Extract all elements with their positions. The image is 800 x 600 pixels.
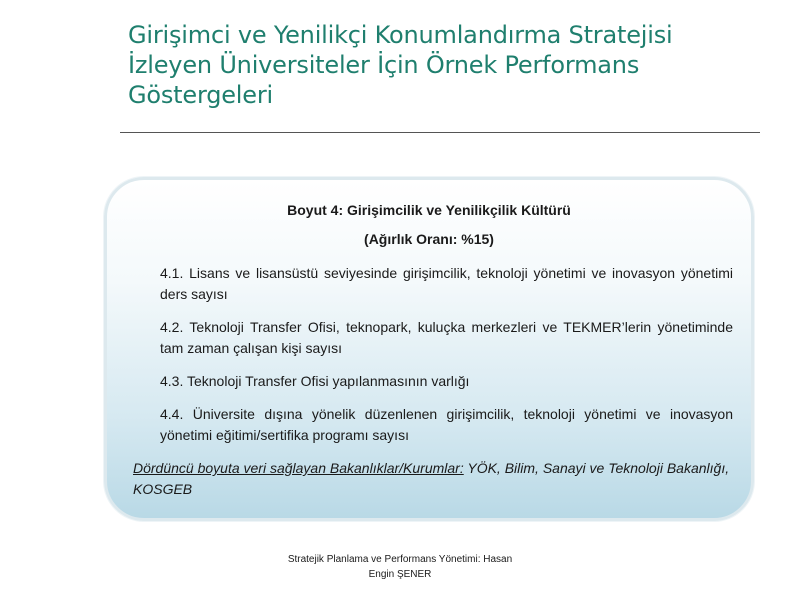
weight-ratio: (Ağırlık Oranı: %15)	[364, 231, 494, 247]
data-sources	[133, 458, 733, 500]
slide-footer	[280, 552, 520, 582]
slide-title-line-3: Göstergeleri	[128, 81, 273, 109]
slide-title	[128, 20, 768, 110]
indicator-item-4-1: 4.1. Lisans ve lisansüstü seviyesinde girişimcilik, teknoloji yönetimi ve inovasyon yönetimi ders sayısı	[160, 265, 733, 302]
footer-line-2: Engin ŞENER	[368, 569, 432, 580]
data-sources-value: YÖK, Bilim, Sanayi ve Teknoloji Bakanlığı, KOSGEB	[133, 460, 730, 497]
data-sources-label: Dördüncü boyuta veri sağlayan Bakanlıklar/Kurumlar:	[133, 460, 464, 476]
dimension-heading: Boyut 4: Girişimcilik ve Yenilikçilik Kültürü	[287, 202, 571, 218]
indicator-box	[104, 177, 754, 521]
indicator-item-4-4: 4.4. Üniversite dışına yönelik düzenlenen girişimcilik, teknoloji yönetimi ve inovasyon yönetimi eğitimi/sertifika programı sayısı	[160, 406, 733, 443]
slide-title-line-2: İzleyen Üniversiteler İçin Örnek Performans	[128, 51, 640, 79]
footer-line-1: Stratejik Planlama ve Performans Yönetimi: Hasan	[287, 554, 513, 565]
indicator-item-4-2: 4.2. Teknoloji Transfer Ofisi, teknopark, kuluçka merkezleri ve TEKMER’lerin yönetiminde tam zaman çalışan kişi sayısı	[160, 319, 733, 356]
indicator-item-4-3: 4.3. Teknoloji Transfer Ofisi yapılanmasının varlığı	[160, 373, 470, 389]
title-divider	[120, 132, 760, 133]
slide-title-line-1: Girişimci ve Yenilikçi Konumlandırma Stratejisi	[128, 21, 673, 49]
